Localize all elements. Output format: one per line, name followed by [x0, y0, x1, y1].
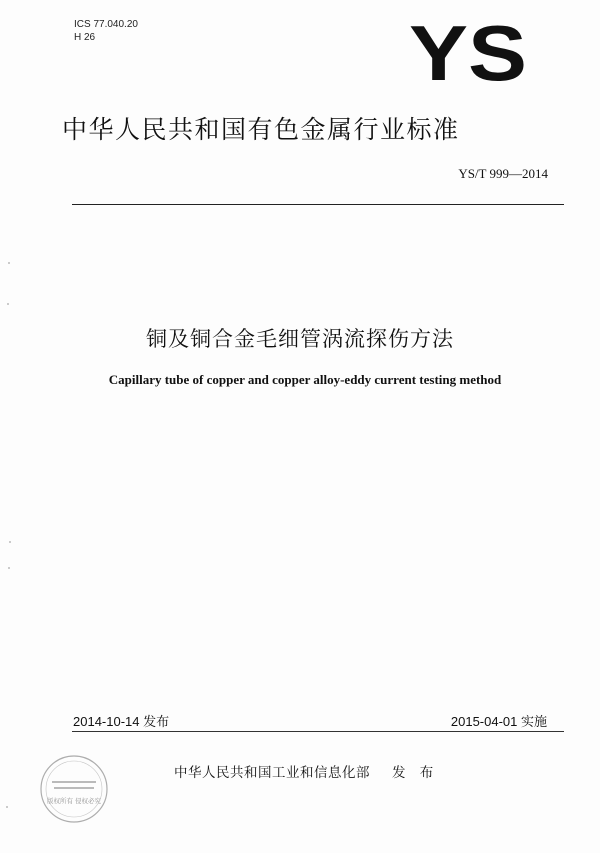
publish-action: 发 布 [392, 765, 439, 781]
ccs-category: H 26 [74, 32, 96, 43]
ics-classification [74, 18, 138, 44]
standard-code: YS/T 999—2014 [458, 166, 548, 181]
standard-category-title: 中华人民共和国有色金属行业标准 [62, 115, 460, 144]
ys-logo-text: YS [409, 20, 527, 84]
publisher-name: 中华人民共和国工业和信息化部 [174, 765, 370, 781]
copyright-stamp [38, 753, 110, 825]
footer-divider [72, 731, 564, 732]
publisher-line [174, 761, 438, 781]
document-title-chinese: 铜及铜合金毛细管涡流探伤方法 [146, 327, 454, 351]
ys-logo [408, 20, 528, 84]
header-divider [72, 204, 564, 205]
stamp-text: 版权所有 侵权必究 [46, 797, 102, 805]
document-title-english: Capillary tube of copper and copper alloy-eddy current testing method [108, 372, 502, 387]
issue-date: 2014-10-14 发布 [73, 714, 170, 729]
ics-code: ICS 77.040.20 [74, 19, 138, 30]
implementation-date: 2015-04-01 实施 [450, 714, 547, 729]
